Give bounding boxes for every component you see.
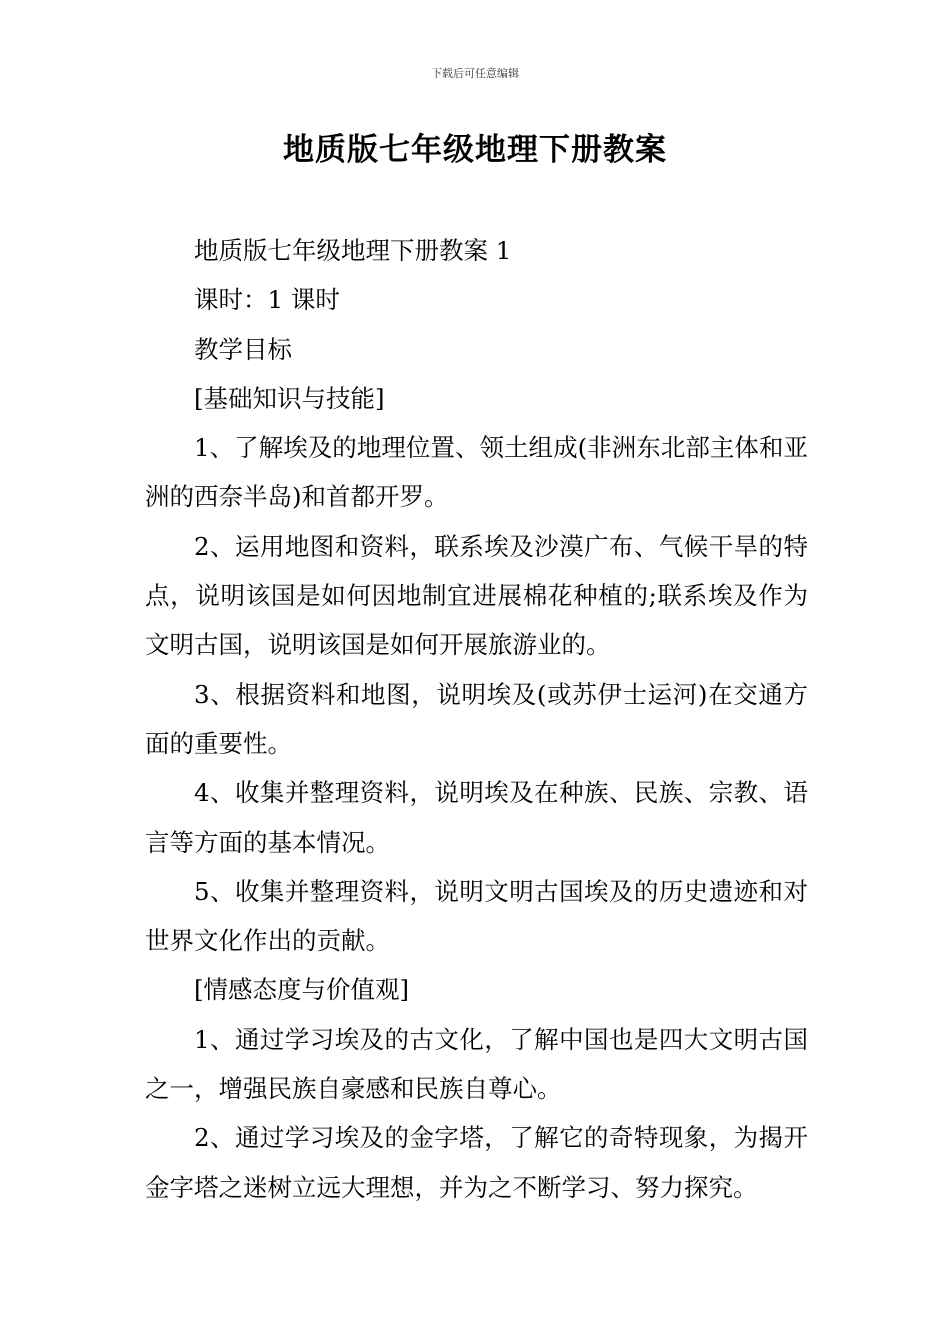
paragraph-teaching-goals: 教学目标 bbox=[194, 334, 292, 364]
paragraph-goal-1: 1、了解埃及的地理位置、领土组成(非洲东北部主体和亚洲的西奈半岛)和首都开罗。 bbox=[145, 433, 808, 512]
paragraph-section-knowledge-skills: [基础知识与技能] bbox=[194, 383, 385, 413]
paragraph-goal-2: 2、运用地图和资料，联系埃及沙漠广布、气候干旱的特点，说明该国是如何因地制宜进展棉花种植的;联系埃及作为文明古国，说明该国是如何开展旅游业的。 bbox=[145, 531, 808, 660]
paragraph-value-2: 2、通过学习埃及的金字塔，了解它的奇特现象，为揭开金字塔之迷树立远大理想，并为之不断学习、努力探究。 bbox=[145, 1123, 808, 1202]
paragraph-goal-4: 4、收集并整理资料，说明埃及在种族、民族、宗教、语言等方面的基本情况。 bbox=[145, 778, 808, 857]
document-title: 地质版七年级地理下册教案 bbox=[283, 132, 667, 168]
paragraph-class-hours: 课时：1 课时 bbox=[194, 285, 340, 315]
paragraph-lesson-heading: 地质版七年级地理下册教案 1 bbox=[194, 236, 512, 265]
paragraph-section-attitude-values: [情感态度与价值观] bbox=[194, 975, 410, 1005]
paragraph-goal-5: 5、收集并整理资料，说明文明古国埃及的历史遗迹和对世界文化作出的贡献。 bbox=[145, 876, 808, 956]
document-body bbox=[145, 226, 808, 1212]
header-note: 下载后可任意编辑 bbox=[431, 67, 519, 80]
paragraph-value-1: 1、通过学习埃及的古文化，了解中国也是四大文明古国之一，增强民族自豪感和民族自尊心。 bbox=[145, 1024, 808, 1104]
paragraph-goal-3: 3、根据资料和地图，说明埃及(或苏伊士运河)在交通方面的重要性。 bbox=[145, 679, 808, 758]
